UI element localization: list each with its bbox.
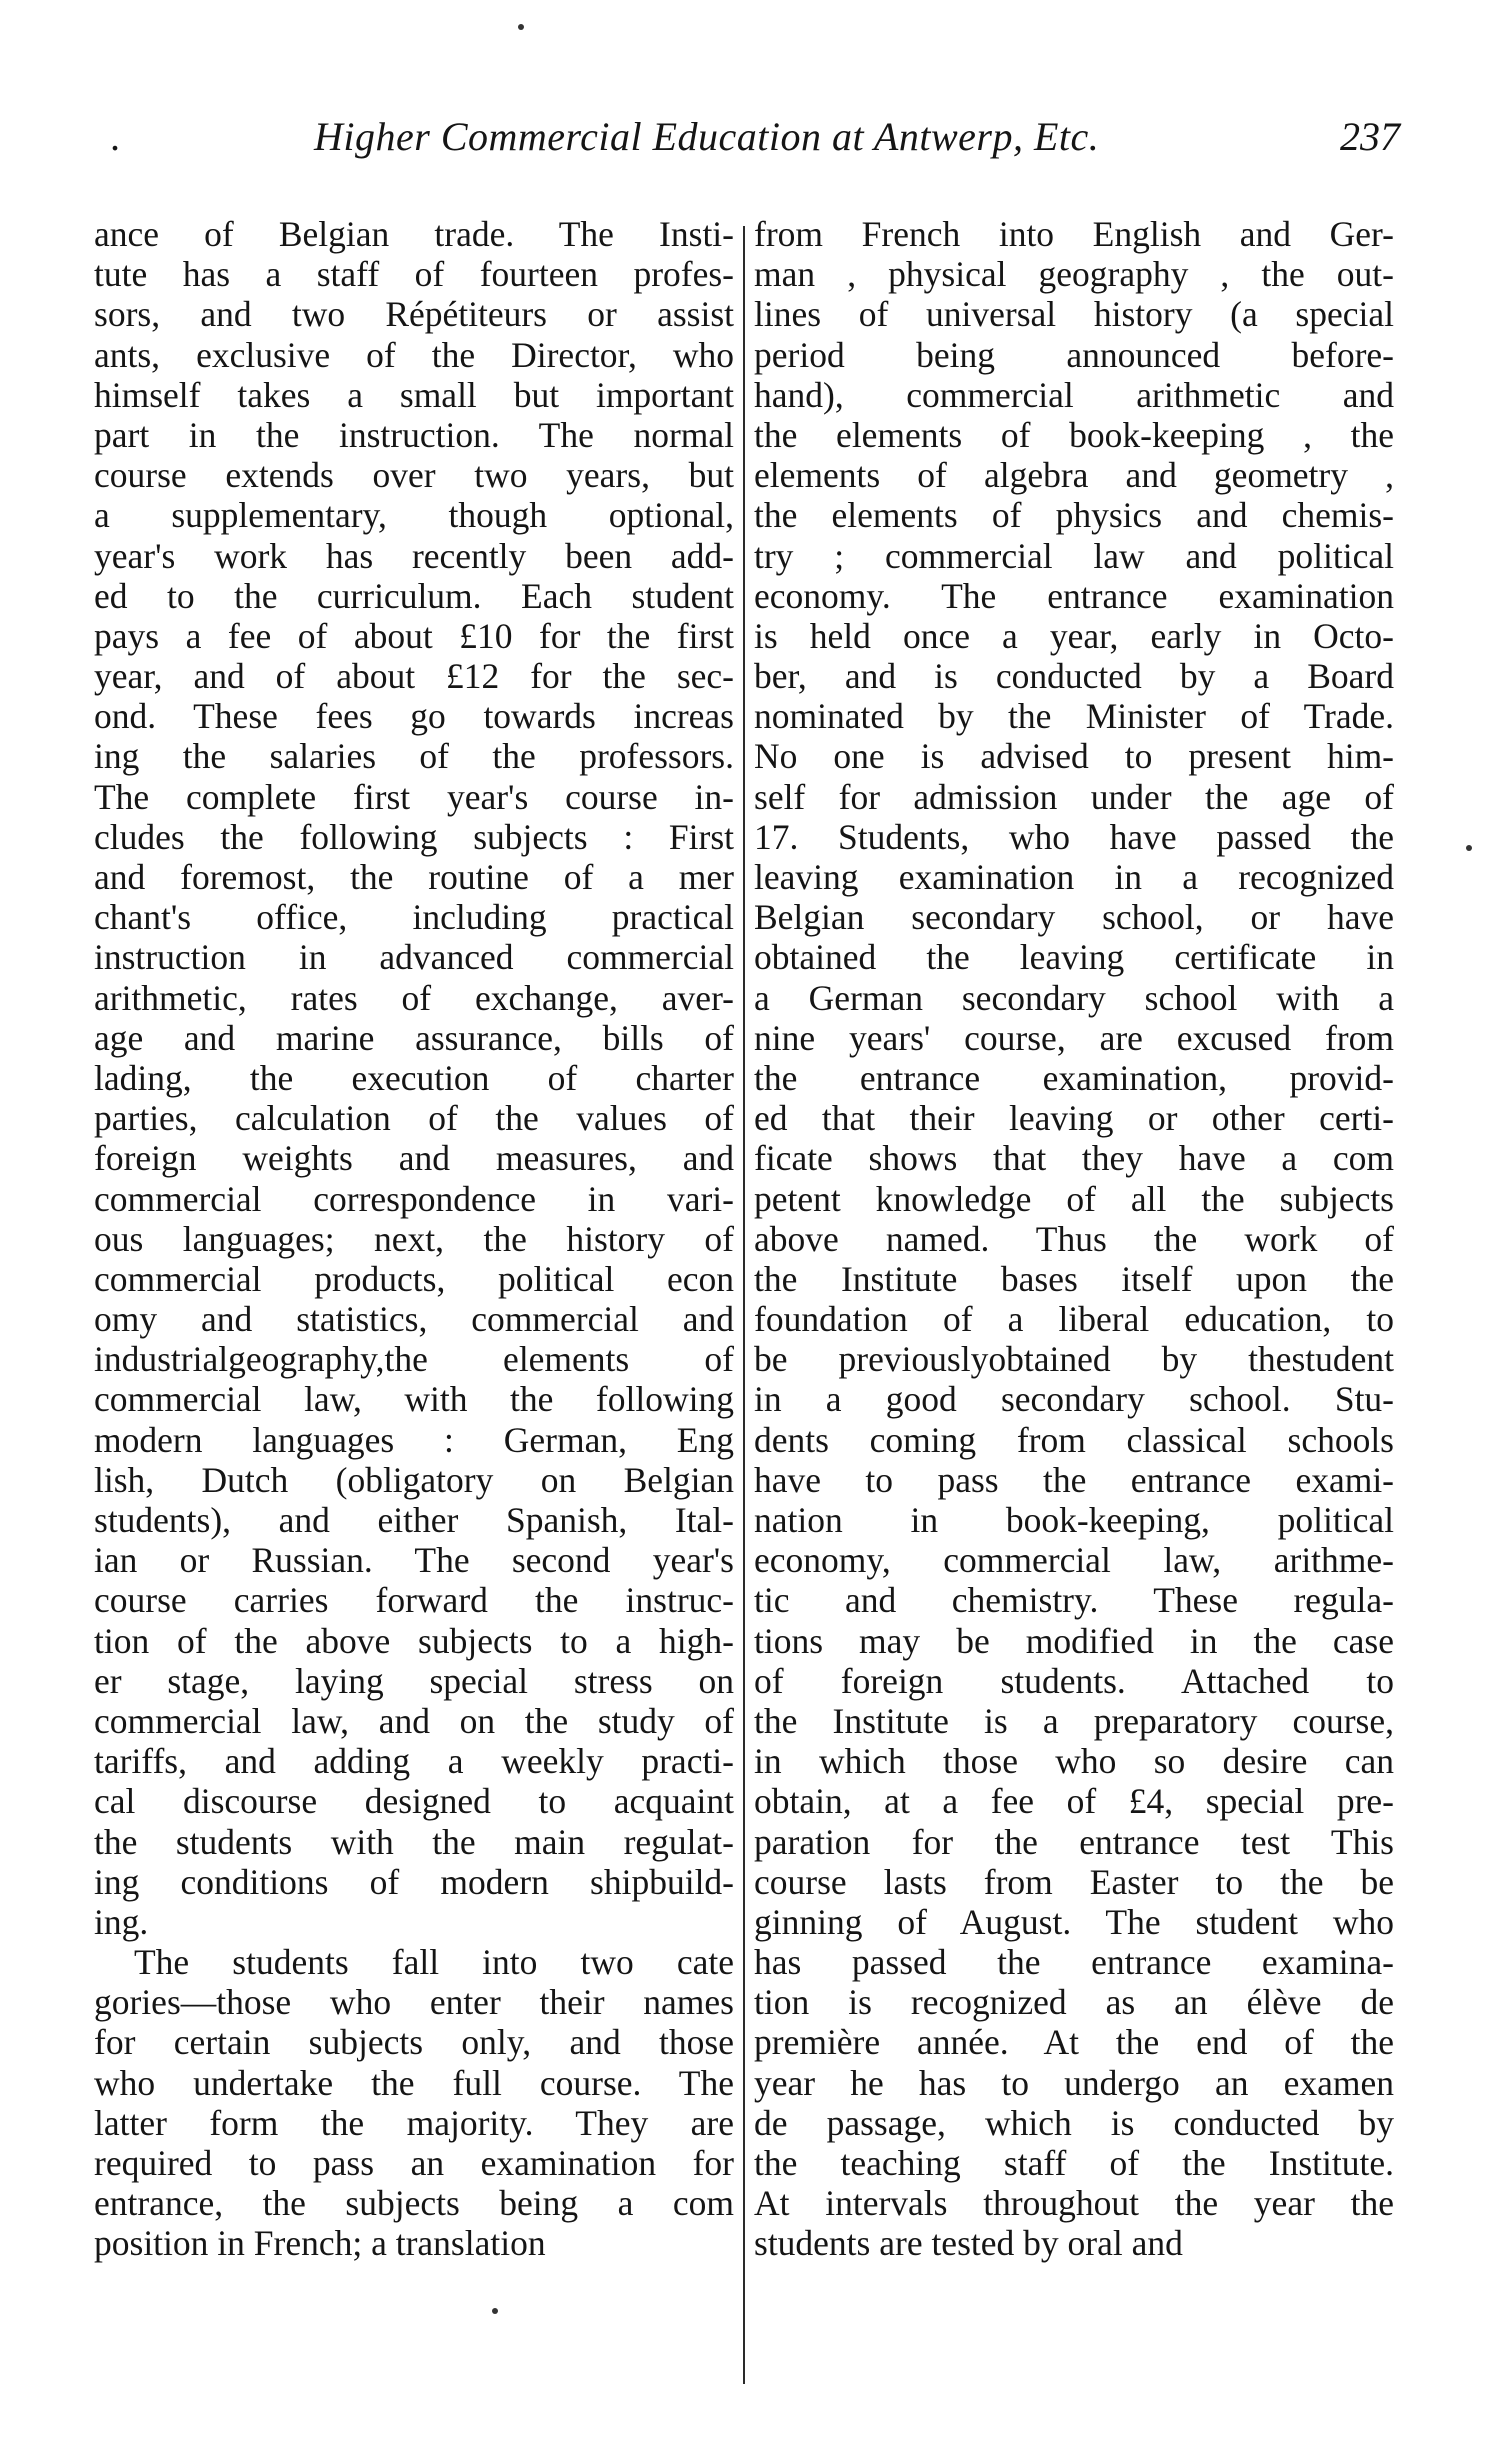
text-line: ants, exclusive of the Director, who (94, 334, 734, 375)
text-line: the entrance examination, provid- (754, 1057, 1394, 1098)
text-line: required to pass an examination for (94, 2143, 734, 2183)
text-line: chant's office, including practical (94, 897, 734, 938)
text-line: lish, Dutch (obligatory on Belgian (94, 1459, 734, 1500)
text-line: omy and statistics, commercial and (94, 1299, 734, 1340)
text-line: modern languages : German, Eng (94, 1419, 734, 1460)
ink-speck (518, 24, 524, 30)
text-line: try ; commercial law and political (754, 535, 1394, 576)
text-line: course extends over two years, but (94, 455, 734, 496)
text-line: er stage, laying special stress on (94, 1660, 734, 1701)
text-line: course carries forward the instruc- (94, 1580, 734, 1621)
text-line: the elements of book-keeping , the (754, 414, 1394, 455)
text-line: ous languages; next, the history of (94, 1218, 734, 1259)
page-number: 237 (1340, 114, 1400, 159)
text-line: pays a fee of about £10 for the first (94, 615, 734, 656)
text-line: ing the salaries of the professors. (94, 736, 734, 777)
text-line: sors, and two Répétiteurs or assist (94, 294, 734, 335)
text-line: the Institute is a preparatory course, (754, 1700, 1394, 1741)
text-line: nation in book-keeping, political (754, 1500, 1394, 1540)
text-line: economy, commercial law, arithme- (754, 1540, 1394, 1581)
text-line: part in the instruction. The normal (94, 414, 734, 455)
text-line: man , physical geography , the out- (754, 254, 1394, 295)
text-line: foundation of a liberal education, to (754, 1299, 1394, 1340)
text-line: elements of algebra and geometry , (754, 455, 1394, 496)
text-line: the Institute bases itself upon the (754, 1258, 1394, 1299)
text-line: is held once a year, early in Octo- (754, 615, 1394, 656)
text-line: age and marine assurance, bills of (94, 1017, 734, 1058)
text-line: year, and of about £12 for the sec- (94, 656, 734, 697)
text-line: instruction in advanced commercial (94, 937, 734, 978)
right-column (754, 214, 1394, 2264)
text-line: ber, and is conducted by a Board (754, 656, 1394, 697)
text-line: the students with the main regulat- (94, 1821, 734, 1862)
text-line: Belgian secondary school, or have (754, 897, 1394, 938)
text-line: nominated by the Minister of Trade. (754, 696, 1394, 737)
text-line: cludes the following subjects : First (94, 816, 734, 857)
text-line: position in French; a translation (94, 2223, 546, 2264)
running-head (94, 112, 1414, 162)
text-line: ond. These fees go towards increas (94, 696, 734, 737)
text-line: tions may be modified in the case (754, 1620, 1394, 1661)
text-line: obtained the leaving certificate in (754, 937, 1394, 978)
text-line: students are tested by oral and (754, 2223, 1183, 2264)
text-line: ing. (94, 1901, 149, 1942)
text-line: ed to the curriculum. Each student (94, 575, 734, 616)
text-line: No one is advised to present him- (754, 736, 1394, 777)
text-line: the teaching staff of the Institute. (754, 2143, 1394, 2183)
text-line: première année. At the end of the (754, 2022, 1394, 2063)
text-line: students), and either Spanish, Ital- (94, 1500, 734, 1540)
text-line: who undertake the full course. The (94, 2062, 734, 2103)
text-line: latter form the majority. They are (94, 2102, 734, 2143)
text-line: and foremost, the routine of a mer (94, 857, 734, 897)
left-column (94, 214, 734, 2264)
text-line: tion is recognized as an élève de (754, 1982, 1394, 2023)
text-line: the elements of physics and chemis- (754, 495, 1394, 536)
text-line: The students fall into two cate (134, 1942, 734, 1983)
text-line: from French into English and Ger- (754, 214, 1394, 254)
text-line: tion of the above subjects to a high- (94, 1620, 734, 1661)
text-line: commercial correspondence in vari- (94, 1178, 734, 1219)
text-line: economy. The entrance examination (754, 575, 1394, 616)
text-line: parties, calculation of the values of (94, 1098, 734, 1139)
ink-speck (492, 2308, 498, 2314)
text-line: a supplementary, though optional, (94, 495, 734, 536)
text-line: in a good secondary school. Stu- (754, 1379, 1394, 1420)
text-line: de passage, which is conducted by (754, 2102, 1394, 2143)
text-line: petent knowledge of all the subjects (754, 1178, 1394, 1219)
text-line: 17. Students, who have passed the (754, 816, 1394, 857)
text-line: commercial law, with the following (94, 1379, 734, 1420)
text-line: nine years' course, are excused from (754, 1017, 1394, 1058)
text-line: tute has a staff of fourteen profes- (94, 254, 734, 295)
text-line: ian or Russian. The second year's (94, 1540, 734, 1581)
text-line: tic and chemistry. These regula- (754, 1580, 1394, 1621)
text-line: have to pass the entrance exami- (754, 1459, 1394, 1500)
text-line: arithmetic, rates of exchange, aver- (94, 977, 734, 1018)
text-line: dents coming from classical schools (754, 1419, 1394, 1460)
text-line: commercial law, and on the study of (94, 1700, 734, 1741)
text-line: ing conditions of modern shipbuild- (94, 1861, 734, 1902)
text-line: industrialgeography,the elements of (94, 1339, 734, 1380)
text-line: period being announced before- (754, 334, 1394, 375)
text-line: ance of Belgian trade. The Insti- (94, 214, 734, 254)
text-line: course lasts from Easter to the be (754, 1861, 1394, 1902)
column-rule (743, 226, 745, 2384)
running-title: Higher Commercial Education at Antwerp, Etc. (314, 114, 1100, 159)
text-line: be previouslyobtained by thestudent (754, 1339, 1394, 1380)
header-mark: . (110, 114, 120, 159)
text-line: gories—those who enter their names (94, 1982, 734, 2023)
text-line: year he has to undergo an examen (754, 2062, 1394, 2103)
ink-speck (1466, 845, 1472, 851)
text-line: himself takes a small but important (94, 374, 734, 415)
text-line: a German secondary school with a (754, 977, 1394, 1018)
text-line: commercial products, political econ (94, 1258, 734, 1299)
text-line: paration for the entrance test This (754, 1821, 1394, 1862)
text-line: At intervals throughout the year the (754, 2183, 1394, 2224)
text-line: above named. Thus the work of (754, 1218, 1394, 1259)
text-line: cal discourse designed to acquaint (94, 1781, 734, 1822)
text-line: of foreign students. Attached to (754, 1660, 1394, 1701)
text-line: obtain, at a fee of £4, special pre- (754, 1781, 1394, 1822)
text-line: self for admission under the age of (754, 776, 1394, 817)
text-line: ficate shows that they have a com (754, 1138, 1394, 1179)
text-line: ginning of August. The student who (754, 1901, 1394, 1942)
text-line: ed that their leaving or other certi- (754, 1098, 1394, 1139)
text-line: hand), commercial arithmetic and (754, 374, 1394, 415)
text-line: The complete first year's course in- (94, 776, 734, 817)
text-line: year's work has recently been add- (94, 535, 734, 576)
text-line: in which those who so desire can (754, 1741, 1394, 1782)
text-line: leaving examination in a recognized (754, 857, 1394, 897)
text-line: lines of universal history (a special (754, 294, 1394, 335)
text-line: has passed the entrance examina- (754, 1942, 1394, 1983)
text-line: entrance, the subjects being a com (94, 2183, 734, 2224)
text-line: for certain subjects only, and those (94, 2022, 734, 2063)
text-line: tariffs, and adding a weekly practi- (94, 1741, 734, 1782)
text-line: lading, the execution of charter (94, 1057, 734, 1098)
text-line: foreign weights and measures, and (94, 1138, 734, 1179)
